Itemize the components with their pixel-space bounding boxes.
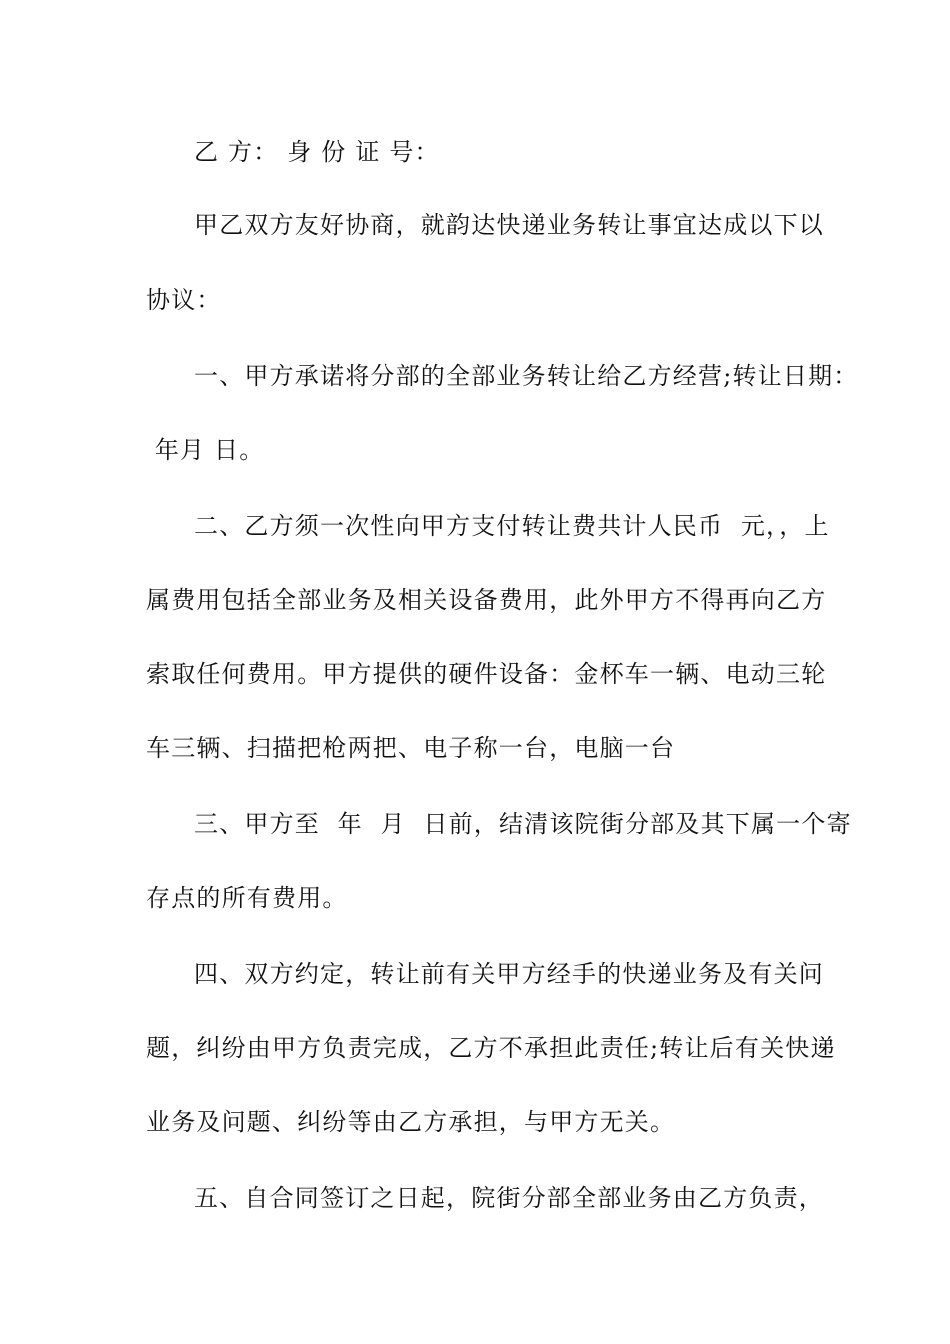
clause-3-line-1: 三、甲方至 年 月 日前，结清该院街分部及其下属一个寄 [194,810,852,838]
clause-3-line-2: 存点的所有费用。 [146,884,348,912]
clause-4-line-3: 业务及问题、纠纷等由乙方承担，与甲方无关。 [146,1108,676,1136]
intro-paragraph-line-2: 协议： [146,286,222,314]
clause-4-line-1: 四、双方约定，转让前有关甲方经手的快递业务及有关问 [194,960,824,988]
clause-2-line-1: 二、乙方须一次性向甲方支付转让费共计人民币 元，，上 [194,512,830,540]
clause-5-line-1: 五、自合同签订之日起，院街分部全部业务由乙方负责， [194,1184,824,1212]
clause-4-line-2: 题，纠纷由甲方负责完成，乙方不承担此责任;转让后有关快递 [146,1034,836,1062]
clause-2-line-2: 属费用包括全部业务及相关设备费用，此外甲方不得再向乙方 [146,586,827,614]
clause-1-line-1: 一、甲方承诺将分部的全部业务转让给乙方经营;转让日期： [194,362,859,390]
clause-2-line-4: 车三辆、扫描把枪两把、电子称一台，电脑一台 [146,734,676,762]
clause-1-line-2: 年月 日。 [146,436,265,464]
intro-paragraph-line-1: 甲乙双方友好协商，就韵达快递业务转让事宜达成以下以 [194,211,824,239]
party-b-id-line: 乙 方： 身 份 证 号： [194,138,440,166]
clause-2-line-3: 索取任何费用。甲方提供的硬件设备：金杯车一辆、电动三轮 [146,660,827,688]
